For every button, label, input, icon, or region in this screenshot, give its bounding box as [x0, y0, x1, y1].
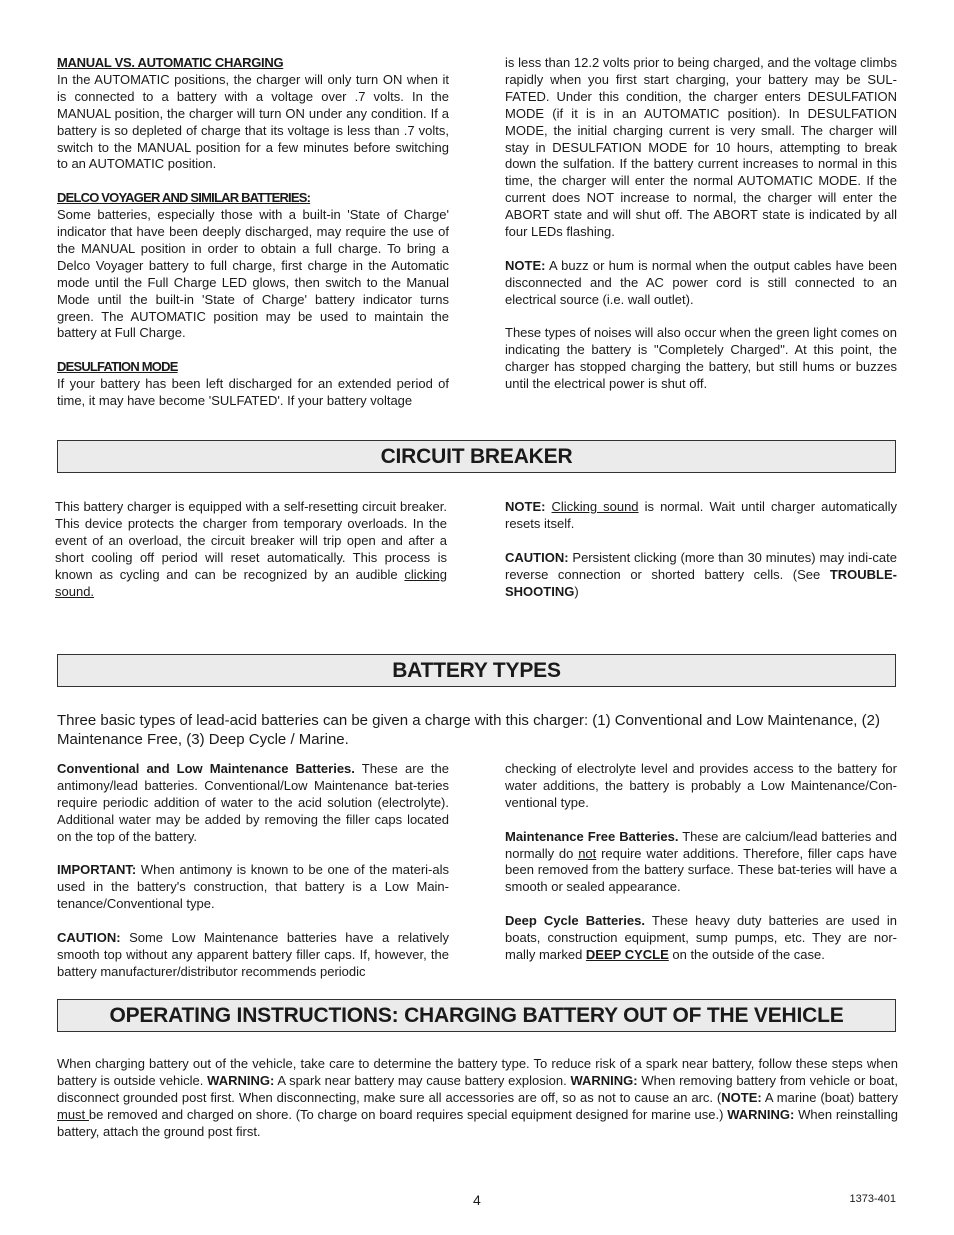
desulfation-paragraph-continued: is less than 12.2 volts prior to being charged, and the voltage climbs rapidly when you first start charging, your battery may be SUL-FATED. Under this condition, the charger enters DESULFATION MODE (if it is in an AUTOMATIC position). In DESULFATION MODE, the initial charging current is very small. The charger will stay in DESULFATION MODE for 10 hours, attempting to break down the sulfation. If the battery current increases to normal in this time, the charger will enter the normal AUTOMATIC MODE. If the current does NOT increase to normal, the charger will enter the ABORT state and will shut off. The ABORT state is indicated by all four LEDs flashing.: [505, 55, 897, 240]
note-buzz-text: A buzz or hum is normal when the output cables have been disconnected and the AC power cord is still connected to an electrical source (i.e. wall outlet).: [505, 257, 897, 307]
note-label: NOTE:: [505, 257, 546, 273]
op-text-1: When charging battery out of the vehicle, take care to determine the battery type. To reduce risk of a spark near battery, follow these steps when battery is outside vehicle.: [57, 1056, 898, 1088]
low-maintenance-caution-text: Some Low Maintenance batteries have a relatively smooth top without any apparent battery filler caps. If, however, the battery manufacturer/distributor recommends periodic: [57, 930, 449, 979]
troubleshooting-reference: TROUBLE-SHOOTING: [505, 566, 897, 599]
circuit-caution-label: CAUTION:: [505, 549, 569, 565]
circuit-right-column: [505, 499, 897, 600]
battery-right-column: [505, 761, 897, 964]
low-maintenance-caution-label: CAUTION:: [57, 930, 121, 946]
document-code: 1373-401: [849, 1193, 896, 1205]
battery-left-column: [57, 761, 449, 981]
circuit-caution-text: Persistent clicking (more than 30 minutes) may indi-cate reverse connection or shorted battery cells. (See: [505, 549, 897, 582]
deep-cycle-label: Deep Cycle Batteries.: [505, 913, 645, 929]
deep-cycle-text: These heavy duty batteries are used in boats, construction equipment, sump pumps, etc. They are nor-mally marked: [505, 913, 897, 962]
operating-paragraph: [57, 1056, 898, 1141]
manual-paragraph: In the AUTOMATIC positions, the charger will only turn ON when it is connected to a battery with a voltage over .7 volts. In the MANUAL position, the charger will turn ON under any condition. If a battery is so depleted of charge that its voltage is less than .7 volts, switch to the MANUAL position for a few minutes before switching to an AUTOMATIC position.: [57, 71, 449, 172]
battery-types-intro-text: Three basic types of lead-acid batteries can be given a charge with this charger: (1) Conventional and Low Maintenance, (2) Maintenance Free, (3) Deep Cycle / Marine.: [57, 712, 880, 748]
top-right-column: [505, 55, 897, 393]
maintenance-free-text: These are calcium/lead batteries and normally do: [505, 828, 897, 861]
deep-cycle-marking: DEEP CYCLE: [585, 946, 669, 962]
delco-heading: DELCO VOYAGER AND SIMILAR BATTERIES:: [57, 190, 311, 206]
battery-types-banner: BATTERY TYPES: [57, 654, 896, 687]
maintenance-free-label: Maintenance Free Batteries.: [505, 828, 679, 844]
circuit-note-clicking: Clicking sound: [551, 499, 639, 514]
circuit-paragraph: [55, 499, 447, 600]
important-text: When antimony is known to be one of the materi-als used in the battery's construction, that battery is a Low Main-tenance/Conventional type.: [57, 862, 449, 912]
op-text-2: A spark near battery may cause battery explosion.: [274, 1072, 571, 1088]
desulfation-heading: DESULFATION MODE: [57, 359, 178, 375]
warning-label: WARNING:: [570, 1072, 638, 1088]
circuit-note-text: is normal. Wait until charger automatically resets itself.: [505, 499, 898, 531]
circuit-breaker-banner: CIRCUIT BREAKER: [57, 440, 896, 473]
important-paragraph: [57, 862, 449, 913]
manual-heading: MANUAL VS. AUTOMATIC CHARGING: [57, 55, 284, 70]
operating-instructions-body: [57, 1056, 898, 1141]
page-number: 4: [473, 1192, 481, 1208]
battery-types-intro: [57, 711, 898, 749]
op-text-6: When reinstalling battery, attach the ground post first.: [57, 1106, 898, 1139]
clicking-sound-text: clicking sound.: [55, 566, 447, 599]
desulfation-paragraph-start: If your battery has been left discharged for an extended period of time, it may have become 'SULFATED'. If your battery voltage: [57, 376, 449, 409]
not-emphasis: not: [578, 845, 597, 861]
low-maintenance-caution-paragraph: [57, 930, 449, 981]
circuit-caution-paragraph: [505, 550, 897, 601]
caution-continued-paragraph: checking of electrolyte level and provides access to the battery for water additions, the battery is probably a Low Maintenance/Con-ventional type.: [505, 761, 897, 810]
delco-paragraph: Some batteries, especially those with a built-in 'State of Charge' indicator that have been deeply discharged, may require the use of the MANUAL position in order to obtain a full charge. To bring a Delco Voyager battery to full charge, first charge in the Automatic mode until the Full Charge LED glows, then switch to the Manual Mode until the built-in 'State of Charge' battery indicator turns green. The AUTOMATIC position may be used to maintain the battery at Full Charge.: [57, 207, 449, 341]
important-label: IMPORTANT:: [57, 862, 137, 878]
conventional-paragraph: [57, 761, 449, 846]
conventional-text: These are the antimony/lead batteries. Conventional/Low Maintenance bat-teries require periodic addition of water to the acid solution (electrolyte). Additional water may be added by removing the filler caps located on the top of the battery.: [57, 761, 449, 844]
circuit-caution-end: ): [574, 583, 579, 599]
note-buzz-paragraph: [505, 258, 897, 309]
warning-label: WARNING:: [207, 1072, 275, 1088]
must-emphasis: must: [57, 1106, 89, 1122]
deep-cycle-paragraph: [505, 913, 897, 964]
circuit-note-label: NOTE:: [505, 499, 546, 514]
noises-paragraph: These types of noises will also occur when the green light comes on indicating the battery is "Completely Charged". At this point, the charger has stopped charging the battery, but still hums or buzzes until the electrical power is shut off.: [505, 325, 897, 392]
circuit-left-column: [55, 499, 447, 600]
operating-instructions-banner: OPERATING INSTRUCTIONS: CHARGING BATTERY OUT OF THE VEHICLE: [57, 999, 896, 1032]
circuit-text: This battery charger is equipped with a self-resetting circuit breaker. This device protects the charger from temporary overloads. In the event of an overload, the circuit breaker will trip open and after a short cooling off period will reset automatically. This process is known as cycling and can be recognized by an audible: [55, 499, 447, 582]
circuit-note-paragraph: [505, 499, 897, 533]
op-text-4: A marine (boat) battery: [761, 1089, 898, 1105]
note-label: NOTE:: [721, 1089, 762, 1105]
maintenance-free-paragraph: [505, 829, 897, 897]
op-text-3: When removing battery from vehicle or boat, disconnect grounded post first. When disconnecting, make sure all accessories are off, so as not to cause an arc. (: [57, 1072, 899, 1105]
op-text-5: be removed and charged on shore. (To charge on board requires special equipment designed for marine use.): [88, 1106, 728, 1122]
deep-cycle-text-end: on the outside of the case.: [668, 946, 825, 962]
maintenance-free-text-end: require water additions. Therefore, filler caps have been removed from the battery surface. These bat-teries will have a smooth or sealed appearance.: [505, 845, 897, 895]
top-left-column: [57, 55, 449, 410]
conventional-label: Conventional and Low Maintenance Batteries.: [57, 761, 355, 776]
warning-label: WARNING:: [727, 1106, 795, 1122]
